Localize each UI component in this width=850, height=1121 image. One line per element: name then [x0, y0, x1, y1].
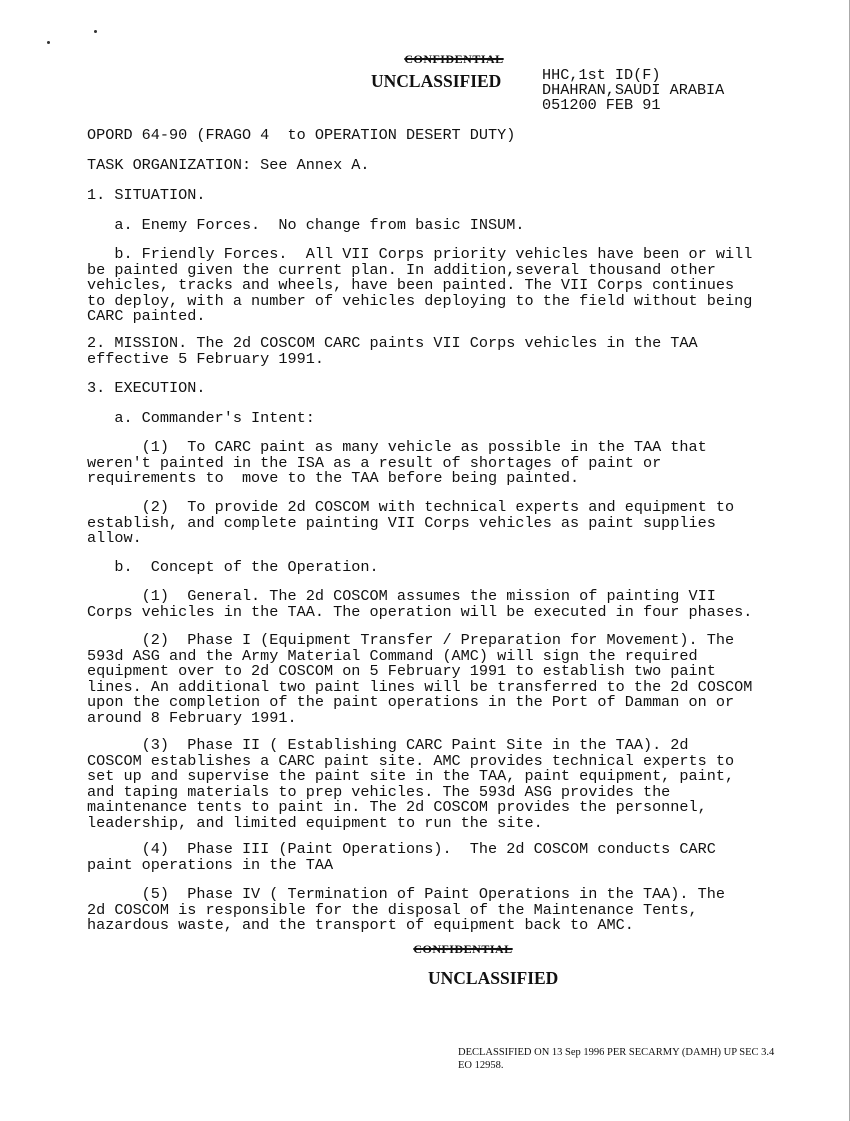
header-location: DHAHRAN,SAUDI ARABIA [542, 81, 725, 99]
footer-struck-classification: CONFIDENTIAL [413, 942, 513, 956]
footer-classification: UNCLASSIFIED [428, 968, 559, 988]
para-concept: b. Concept of the Operation. [87, 558, 379, 576]
header-classification: UNCLASSIFIED [371, 71, 502, 91]
para-intent-1: (1) To CARC paint as many vehicle as possible in the TAA that weren't painted in the ISA as a result of shortages of paint or requirements to move to the TAA before being painted. [87, 438, 707, 487]
para-concept-3-phase-ii: (3) Phase II ( Establishing CARC Paint Site in the TAA). 2d COSCOM establishes a CARC paint site. AMC provides technical experts to set up and supervise the paint site in the TAA, paint equipment, paint, and taping materials to prep vehicles. The 593d ASG provides the maintenance tents to paint in. The 2d COSCOM provides the personnel, leadership, and limited equipment to run the site. [87, 736, 735, 832]
para-concept-5-phase-iv: (5) Phase IV ( Termination of Paint Operations in the TAA). The 2d COSCOM is responsible for the disposal of the Maintenance Tents, hazardous waste, and the transport of equipment back to AMC. [87, 885, 725, 934]
declassification-note: DECLASSIFIED ON 13 Sep 1996 PER SECARMY (DAMH) UP SEC 3.4 [458, 1047, 775, 1058]
para-enemy-forces: a. Enemy Forces. No change from basic INSUM. [87, 216, 525, 234]
para-concept-1-general: (1) General. The 2d COSCOM assumes the mission of painting VII Corps vehicles in the TAA. The operation will be executed in four phases. [87, 587, 753, 621]
para-concept-4-phase-iii: (4) Phase III (Paint Operations). The 2d COSCOM conducts CARC paint operations in the TAA [87, 840, 716, 874]
para-commanders-intent: a. Commander's Intent: [87, 409, 315, 427]
section-situation: 1. SITUATION. [87, 186, 206, 204]
scan-speck [94, 30, 97, 33]
header-dtg: 051200 FEB 91 [542, 96, 661, 114]
declassification-eo: EO 12958. [458, 1060, 504, 1071]
header-struck-classification: CONFIDENTIAL [404, 52, 504, 66]
header-unit: HHC,1st ID(F) [542, 66, 661, 84]
section-execution: 3. EXECUTION. [87, 379, 206, 397]
para-friendly-forces: b. Friendly Forces. All VII Corps priority vehicles have been or will be painted given the current plan. In addition,several thousand other vehicles, tracks and wheels, have been painted. The VII Corps continues to deploy, with a number of vehicles deploying to the field without being CARC painted. [87, 245, 753, 325]
order-title: OPORD 64-90 (FRAGO 4 to OPERATION DESERT DUTY) [87, 126, 516, 144]
task-organization: TASK ORGANIZATION: See Annex A. [87, 156, 370, 174]
scan-speck [47, 41, 50, 44]
para-intent-2: (2) To provide 2d COSCOM with technical experts and equipment to establish, and complete painting VII Corps vehicles as paint supplies allow. [87, 498, 735, 547]
section-mission: 2. MISSION. The 2d COSCOM CARC paints VII Corps vehicles in the TAA effective 5 February 1991. [87, 334, 698, 368]
para-concept-2-phase-i: (2) Phase I (Equipment Transfer / Preparation for Movement). The 593d ASG and the Army Material Command (AMC) will sign the required equipment over to 2d COSCOM on 5 February 1991 to establish two paint lines. An additional two paint lines will be transferred to the 2d COSCOM upon the completion of the paint operations in the Port of Damman on or around 8 February 1991. [87, 631, 753, 727]
